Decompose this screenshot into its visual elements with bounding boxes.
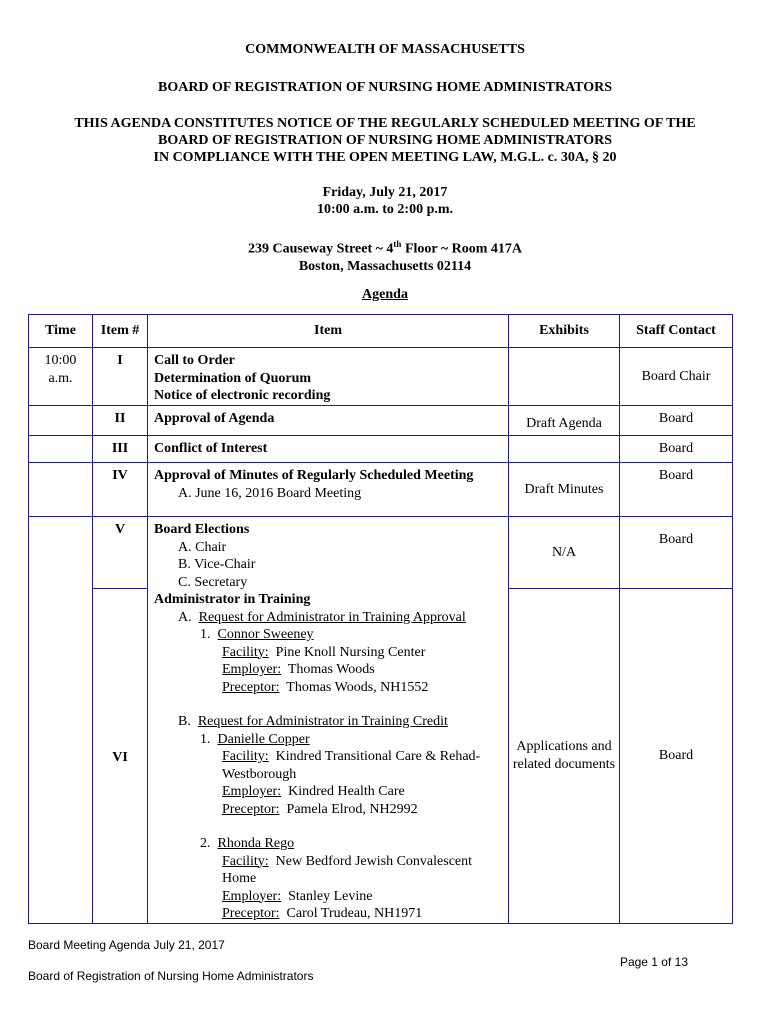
- row-number: III: [93, 436, 148, 463]
- row-item: Approval of Minutes of Regularly Scheduled Meeting A. June 16, 2016 Board Meeting: [148, 463, 509, 517]
- row-number: VI: [93, 589, 148, 924]
- footer-board-name: Board of Registration of Nursing Home Administrators: [28, 969, 314, 983]
- header-line-2: BOARD OF REGISTRATION OF NURSING HOME ADMINISTRATORS: [157, 80, 613, 95]
- row-time: [29, 463, 93, 517]
- row-time: [29, 436, 93, 463]
- col-header-time: Time: [29, 315, 93, 348]
- row-item: Conflict of Interest: [148, 436, 509, 463]
- row-exhibit: Draft Agenda: [509, 406, 620, 436]
- row-staff: Board: [620, 406, 733, 436]
- col-header-staff-contact: Staff Contact: [620, 315, 733, 348]
- page-number: Page 1 of 13: [619, 955, 688, 969]
- row-staff: Board Chair: [620, 348, 733, 406]
- table-row: [29, 348, 733, 406]
- agenda-table: [28, 314, 733, 924]
- meeting-address: 239 Causeway Street ~ 4th Floor ~ Room 417A: [247, 239, 523, 257]
- row-staff: Board: [620, 517, 733, 589]
- notice-line-1: THIS AGENDA CONSTITUTES NOTICE OF THE REGULARLY SCHEDULED MEETING OF THE: [74, 116, 696, 131]
- agenda-heading: Agenda: [362, 287, 408, 302]
- row-exhibit: Draft Minutes: [509, 463, 620, 517]
- table-row: [29, 436, 733, 463]
- meeting-location: [0, 236, 770, 275]
- footer-meeting-date: Board Meeting Agenda July 21, 2017: [28, 938, 225, 952]
- row-item: Board Elections A. Chair B. Vice-Chair C. Secretary Administrator in Training A. Request for Administrator in Training Approval 1. Connor Sweeney Facility: Pine Knoll Nursing Center Employer: Thomas Woods Preceptor: Thomas Woods, NH1552 B. Request for Administrator in Training Credit 1. Danielle Copper Facility: Kindred Transitional Care & Rehad- Westborough Employer: Kindred Health Care Preceptor: Pamela Elrod, NH2992 2. Rhonda Rego Facility: New Bedford Jewish Convalescent Home Employer: Stanley Levine Preceptor: Carol Trudeau, NH1971: [148, 517, 509, 924]
- col-header-item-number: Item #: [93, 315, 148, 348]
- table-row: [29, 406, 733, 436]
- row-number: IV: [93, 463, 148, 517]
- row-exhibit: N/A: [509, 517, 620, 589]
- header-line-1: COMMONWEALTH OF MASSACHUSETTS: [245, 42, 525, 57]
- col-header-item: Item: [148, 315, 509, 348]
- row-item: Call to Order Determination of Quorum Notice of electronic recording: [148, 348, 509, 406]
- notice-line-2: BOARD OF REGISTRATION OF NURSING HOME ADMINISTRATORS: [157, 133, 613, 148]
- table-header-row: [29, 315, 733, 348]
- table-row: [29, 517, 733, 589]
- row-staff: Board: [620, 463, 733, 517]
- row-time: [29, 517, 93, 924]
- notice-line-3: IN COMPLIANCE WITH THE OPEN MEETING LAW, M.G.L. c. 30A, § 20: [153, 150, 617, 165]
- row-exhibit: [509, 436, 620, 463]
- meeting-time: 10:00 a.m. to 2:00 p.m.: [316, 202, 454, 217]
- row-time: [29, 406, 93, 436]
- meeting-notice: [0, 115, 770, 166]
- row-number: V: [93, 517, 148, 589]
- row-exhibit: [509, 348, 620, 406]
- table-row: [29, 463, 733, 517]
- row-number: I: [93, 348, 148, 406]
- col-header-exhibits: Exhibits: [509, 315, 620, 348]
- row-time: 10:00 a.m.: [29, 348, 93, 406]
- meeting-city: Boston, Massachusetts 02114: [298, 258, 472, 274]
- row-staff: Board: [620, 589, 733, 924]
- meeting-datetime: [0, 184, 770, 218]
- meeting-date: Friday, July 21, 2017: [322, 185, 448, 200]
- row-number: II: [93, 406, 148, 436]
- row-staff: Board: [620, 436, 733, 463]
- row-exhibit: Applications and related documents: [509, 589, 620, 924]
- row-item: Approval of Agenda: [148, 406, 509, 436]
